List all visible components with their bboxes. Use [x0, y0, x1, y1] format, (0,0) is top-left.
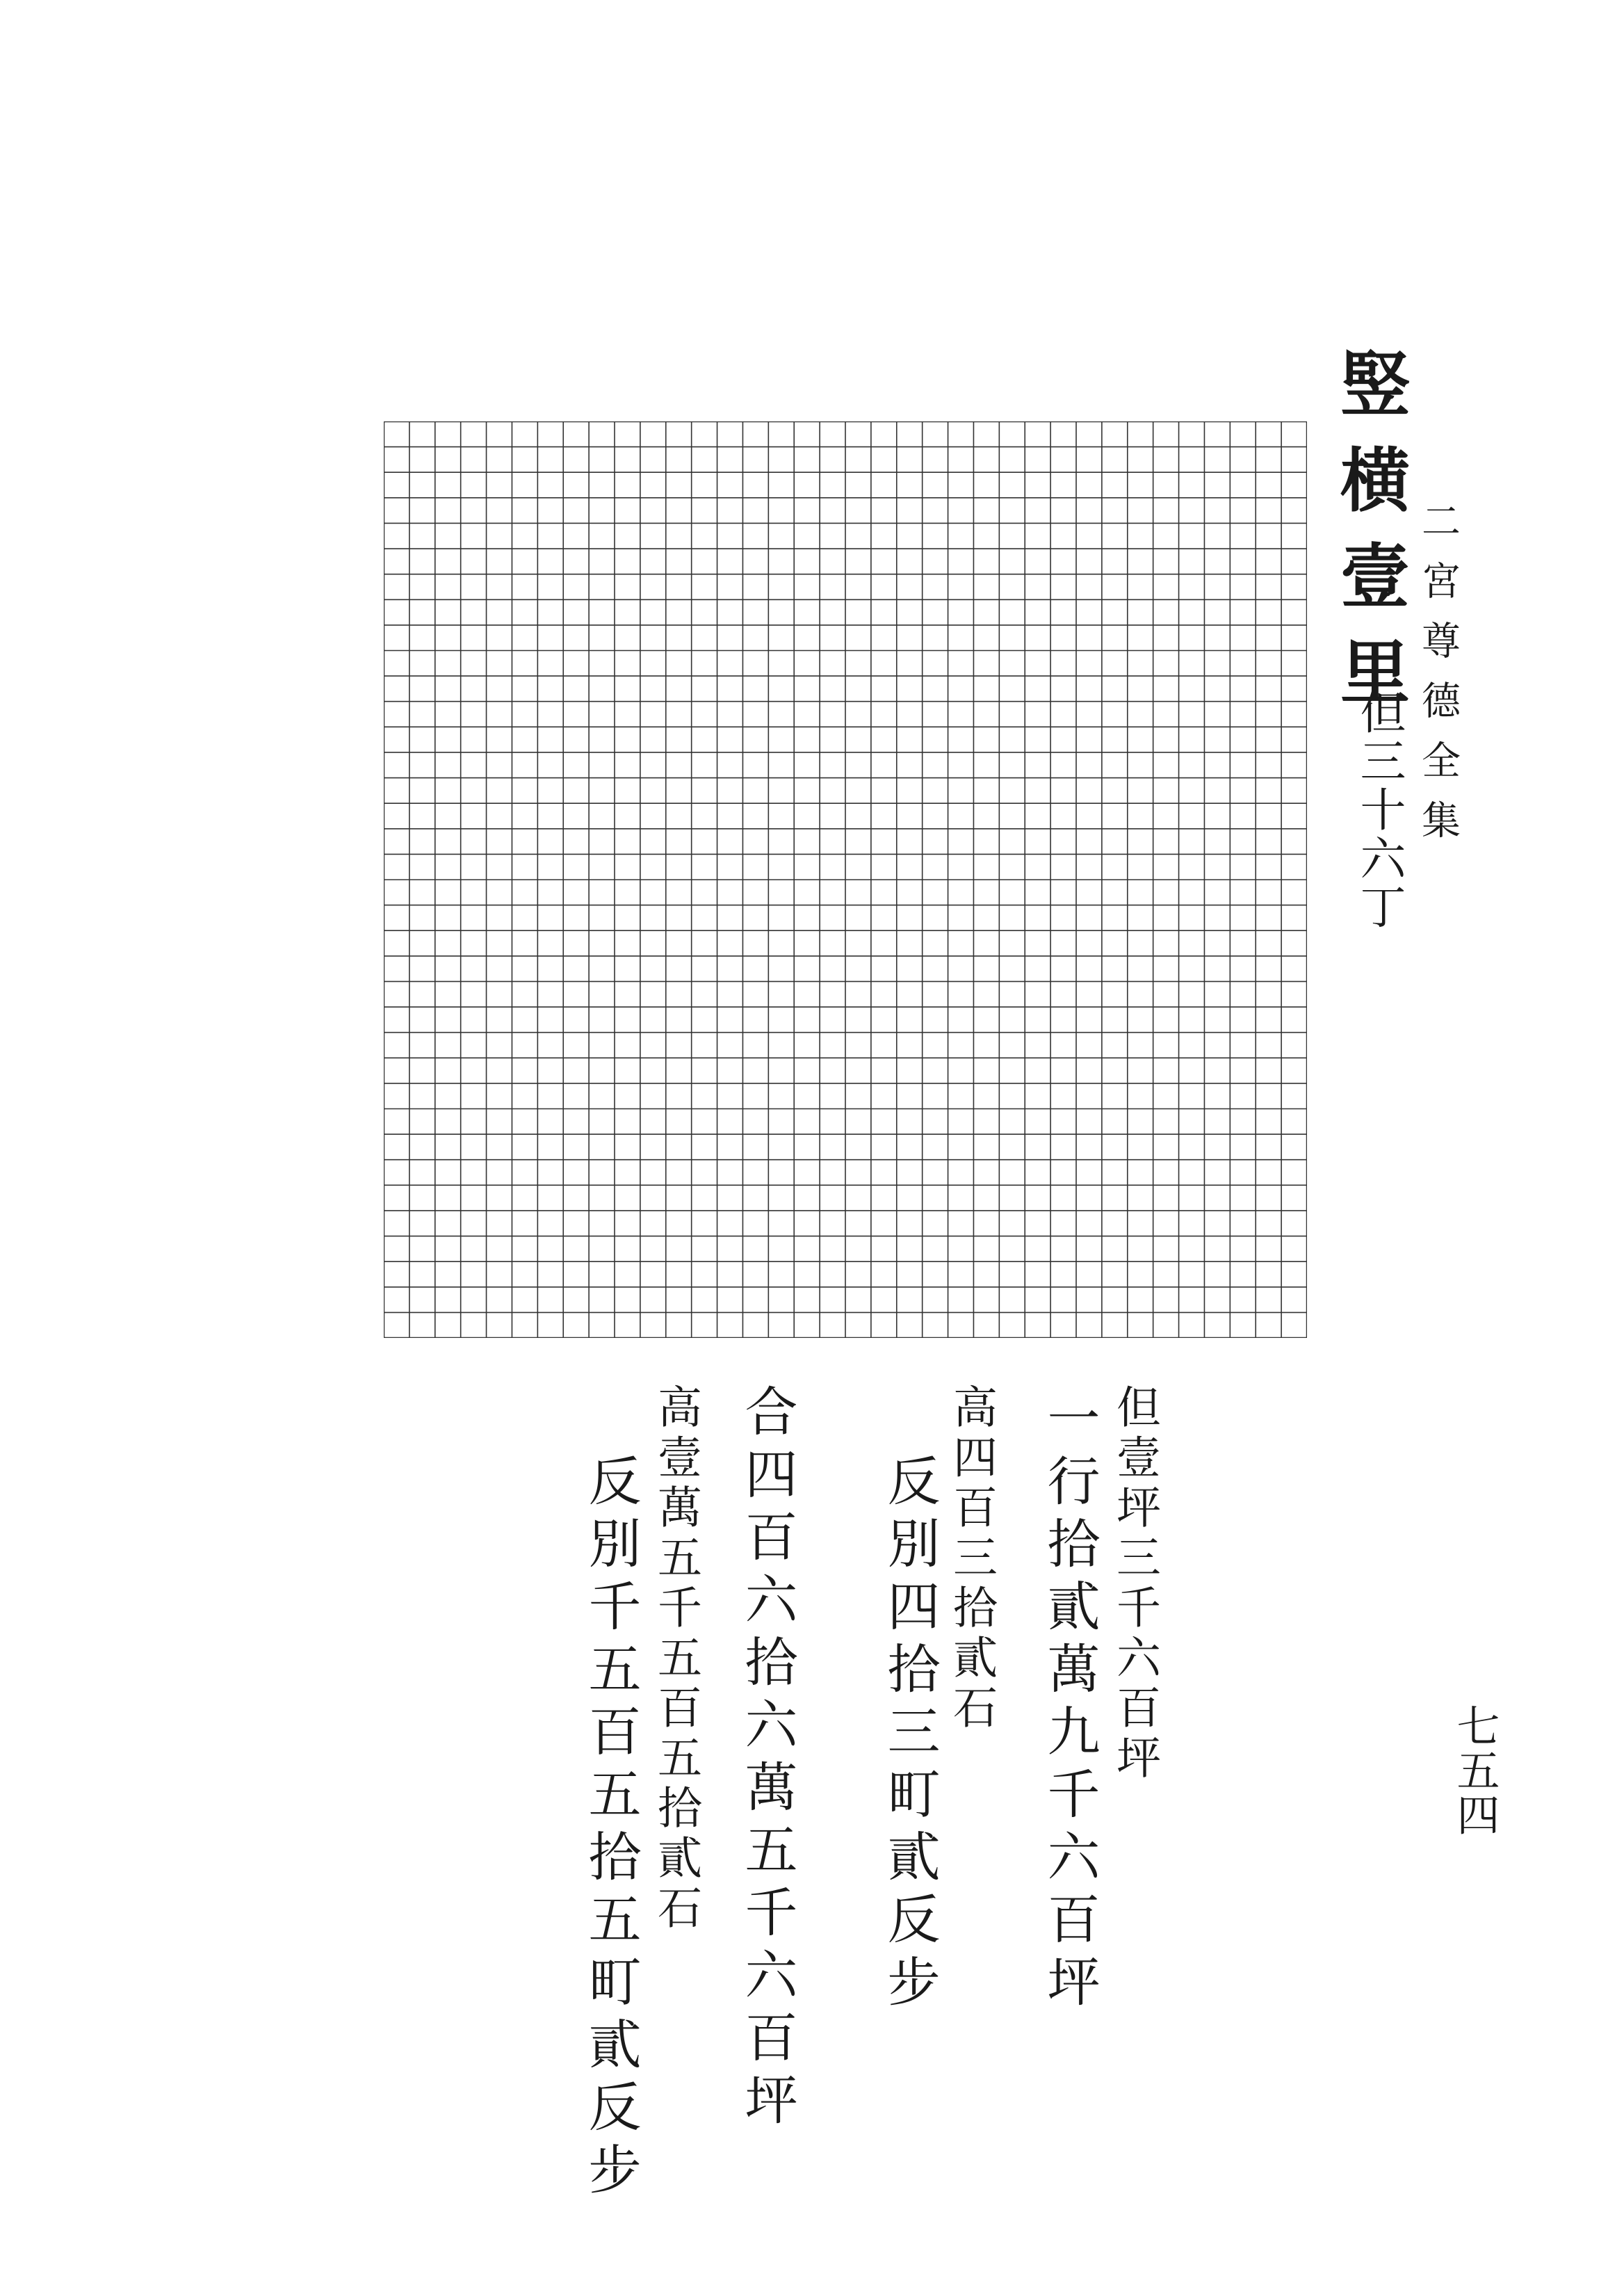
text-line: 一行拾貳萬九千六百坪 — [1039, 1391, 1101, 2017]
text-line: 反別千五百五拾五町貳反步 — [580, 1453, 642, 2204]
page-number: 七五四 — [1450, 1704, 1500, 1837]
text-line: 反別四拾三町貳反步 — [879, 1453, 941, 2017]
text-line: 高四百三拾貳石 — [945, 1384, 997, 1734]
figure-note: 但三十六丁 — [1352, 688, 1406, 932]
text-line: 合四百六拾六萬五千六百坪 — [736, 1384, 798, 2135]
book-title-header: 二宮尊德全集 — [1415, 501, 1461, 860]
figure-title: 竪横壹里 — [1329, 348, 1411, 732]
grid-diagram-svg — [384, 421, 1307, 1338]
grid-diagram — [384, 421, 1307, 1338]
text-line: 高壹萬五千五百五拾貳石 — [650, 1384, 701, 1935]
text-line: 但壹坪三千六百坪 — [1109, 1384, 1160, 1784]
